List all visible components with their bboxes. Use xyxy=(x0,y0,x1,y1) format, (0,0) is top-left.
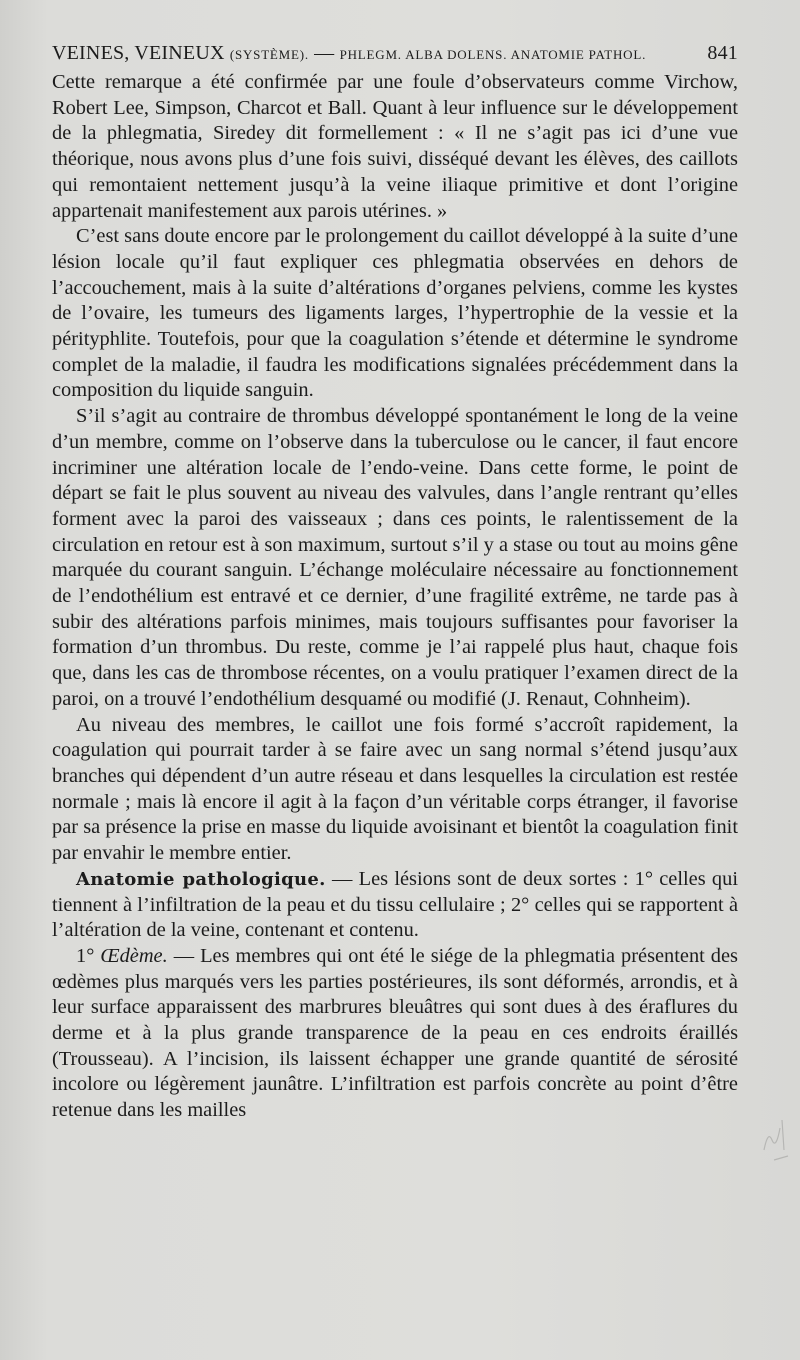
margin-pencil-mark xyxy=(754,1110,794,1170)
subsection-text: Les membres qui ont été le siége de la phlegmatia présentent des œdèmes plus marqués vers les parties postérieures, ils sont déformés, arrondis, et à leur surface apparaissent des marbrures bleuâtres qui sont dues à des éraflures du derme et à la plus grande transparence de la peau en ces endroits éraillés (Trousseau). A l’incision, ils laissent échapper une grande quantité de sérosité incolore ou légèrement jaunâtre. L’infiltration est parfois concrète au point d’être retenue dans les mailles xyxy=(52,944,738,1122)
header-left-paren: (SYSTÈME). xyxy=(229,47,309,62)
section-paragraph xyxy=(52,867,738,944)
header-dash: — xyxy=(314,42,335,64)
header-title xyxy=(52,42,646,65)
paragraph: Cette remarque a été confirmée par une foule d’observateurs comme Virchow, Robert Lee, Simpson, Charcot et Ball. Quant à leur influence sur le développement de la phlegmatia, Siredey dit formellement : « Il ne s’agit pas ici d’une vue théorique, nous avons plus d’une fois suivi, disséqué devant les élèves, des caillots qui remontaient nettement jusqu’à la veine iliaque primitive et dont l’origine appartenait manifestement aux parois utérines. » xyxy=(52,71,738,222)
page-body xyxy=(52,70,738,1124)
subsection-heading: Œdème. xyxy=(100,944,168,967)
header-left-title: VEINES, VEINEUX xyxy=(52,42,225,64)
section-dash: — xyxy=(325,867,359,890)
paragraph: C’est sans doute encore par le prolongement du caillot développé à la suite d’une lésion locale qu’il faut expliquer ces phlegmatia observées en dehors de l’accouchement, mais à la suite d’altérations d’organes pelviens, comme les kystes de l’ovaire, les tumeurs des ligaments larges, l’hypertrophie de la vessie et la pérityphlite. Toutefois, pour que la coagulation s’étende et détermine le syndrome complet de la maladie, il faudra les modifications signalées précédemment dans la composition du liquide sanguin. xyxy=(52,225,738,402)
subsection-paragraph xyxy=(52,944,738,1124)
page-number: 841 xyxy=(707,42,738,64)
section-heading: Anatomie pathologique. xyxy=(76,868,326,890)
running-header xyxy=(52,42,738,65)
subsection-number: 1° xyxy=(76,944,95,967)
subsection-dash: — xyxy=(167,944,201,967)
paragraph: S’il s’agit au contraire de thrombus développé spontanément le long de la veine d’un membre, comme on l’observe dans la tuberculose ou le cancer, il faut encore incriminer une altération locale de l’endo-veine. Dans cette forme, le point de départ se fait le plus souvent au niveau des valvules, dans l’angle rentrant qu’elles forment avec la paroi des vaisseaux ; dans ces points, le ralentissement de la circulation en retour est à son maximum, surtout s’il y a stase ou tout au moins gêne marquée du courant sanguin. L’échange moléculaire nécessaire au fonctionnement de l’endothélium est entravé et ce dernier, d’une fragilité extrême, ne tarde pas à subir des altérations parfois minimes, mais toujours suffisantes pour favoriser la formation d’un thrombus. Du reste, comme je l’ai rappelé plus haut, chaque fois que, dans les cas de thrombose récentes, on a voulu pratiquer l’examen direct de la paroi, on a trouvé l’endothélium desquamé ou modifié (J. Renaut, Cohnheim). xyxy=(52,405,738,710)
header-right-title: PHLEGM. ALBA DOLENS. ANATOMIE PATHOL. xyxy=(339,47,647,62)
section-text: Les lésions sont de deux sortes : 1° celles qui tiennent à l’infiltration de la peau et du tissu cellulaire ; 2° celles qui se rapportent à l’altération de la veine, contenant et contenu. xyxy=(52,867,738,942)
paragraph: Au niveau des membres, le caillot une fois formé s’accroît rapidement, la coagulation qui pourrait tarder à se faire avec un sang normal s’étend jusqu’aux branches qui dépendent d’un autre réseau et dans lesquelles la circulation est restée normale ; mais là encore il agit à la façon d’un véritable corps étranger, il favorise par sa présence la prise en masse du liquide avoisinant et bientôt la coagulation finit par envahir le membre entier. xyxy=(52,713,738,865)
